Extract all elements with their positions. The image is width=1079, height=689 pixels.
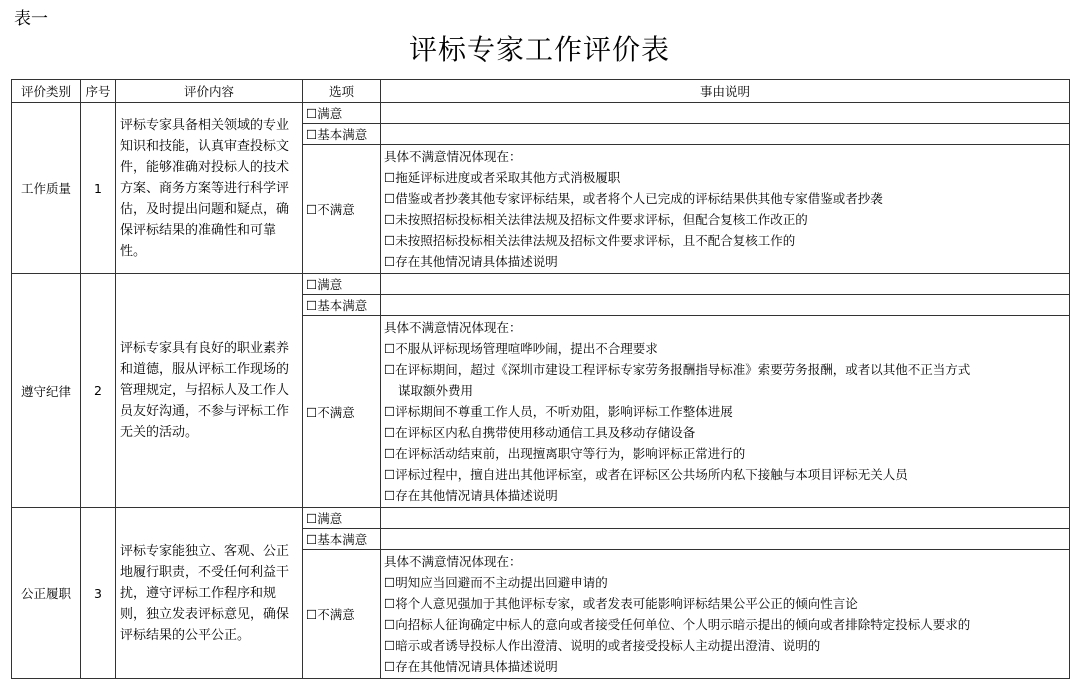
table-row	[12, 274, 1070, 295]
reason-item[interactable]: ☐在评标区内私自携带使用移动通信工具及移动存储设备	[384, 425, 696, 440]
number-cell: 2	[81, 274, 116, 508]
reason-cell	[381, 550, 1070, 679]
content-cell: 评标专家具有良好的职业素养和道德，服从评标工作现场的管理规定，与招标人及工作人员友好沟通，不参与评标工作无关的活动。	[116, 274, 303, 508]
page-title: 评标专家工作评价表	[408, 33, 670, 66]
header-option: 选项	[303, 80, 381, 103]
reason-item[interactable]: ☐未按照招标投标相关法律法规及招标文件要求评标，但配合复核工作改正的	[384, 212, 808, 227]
form-label: 表一	[14, 9, 48, 29]
option-satisfied[interactable]: ☐满意	[303, 103, 381, 124]
reason-item[interactable]: ☐未按照招标投标相关法律法规及招标文件要求评标，且不配合复核工作的	[384, 233, 796, 248]
reason-cell[interactable]	[381, 274, 1070, 295]
reason-item[interactable]: ☐将个人意见强加于其他评标专家，或者发表可能影响评标结果公平公正的倾向性言论	[384, 596, 858, 611]
number-cell: 3	[81, 508, 116, 679]
option-satisfied[interactable]: ☐满意	[303, 508, 381, 529]
option-satisfied[interactable]: ☐满意	[303, 274, 381, 295]
table-row	[12, 508, 1070, 529]
category-cell: 公正履职	[12, 508, 81, 679]
option-basically-satisfied[interactable]: ☐基本满意	[303, 124, 381, 145]
reason-item[interactable]: ☐明知应当回避而不主动提出回避申请的	[384, 575, 608, 590]
option-unsatisfied[interactable]: ☐不满意	[303, 316, 381, 508]
reason-cell	[381, 145, 1070, 274]
reason-cell[interactable]	[381, 124, 1070, 145]
reason-item-continuation: 谋取额外费用	[398, 383, 474, 398]
number-cell: 1	[81, 103, 116, 274]
option-unsatisfied[interactable]: ☐不满意	[303, 550, 381, 679]
header-explanation: 事由说明	[381, 80, 1070, 103]
header-category: 评价类别	[12, 80, 81, 103]
table-row	[12, 103, 1070, 124]
reason-item[interactable]: ☐存在其他情况请具体描述说明	[384, 488, 558, 503]
reason-item[interactable]: ☐在评标期间，超过《深圳市建设工程评标专家劳务报酬指导标准》索要劳务报酬，或者以其他不正当方式	[384, 362, 971, 377]
reason-cell[interactable]	[381, 508, 1070, 529]
reason-intro: 具体不满意情况体现在：	[384, 554, 522, 569]
reason-intro: 具体不满意情况体现在：	[384, 149, 522, 164]
header-number: 序号	[81, 80, 116, 103]
reason-cell[interactable]	[381, 103, 1070, 124]
content-cell: 评标专家能独立、客观、公正地履行职责，不受任何利益干扰，遵守评标工作程序和规则，独立发表评标意见，确保评标结果的公平公正。	[116, 508, 303, 679]
reason-item[interactable]: ☐向招标人征询确定中标人的意向或者接受任何单位、个人明示暗示提出的倾向或者排除特定投标人要求的	[384, 617, 971, 632]
reason-cell[interactable]	[381, 295, 1070, 316]
reason-item[interactable]: ☐借鉴或者抄袭其他专家评标结果，或者将个人已完成的评标结果供其他专家借鉴或者抄袭	[384, 191, 883, 206]
header-content: 评价内容	[116, 80, 303, 103]
reason-item[interactable]: ☐存在其他情况请具体描述说明	[384, 254, 558, 269]
evaluation-table	[11, 79, 1070, 679]
category-cell: 遵守纪律	[12, 274, 81, 508]
reason-item[interactable]: ☐评标期间不尊重工作人员，不听劝阻，影响评标工作整体进展	[384, 404, 733, 419]
reason-item[interactable]: ☐评标过程中，擅自进出其他评标室，或者在评标区公共场所内私下接触与本项目评标无关人员	[384, 467, 908, 482]
option-unsatisfied[interactable]: ☐不满意	[303, 145, 381, 274]
reason-intro: 具体不满意情况体现在：	[384, 320, 522, 335]
reason-item[interactable]: ☐存在其他情况请具体描述说明	[384, 659, 558, 674]
reason-item[interactable]: ☐在评标活动结束前，出现擅离职守等行为，影响评标正常进行的	[384, 446, 746, 461]
category-cell: 工作质量	[12, 103, 81, 274]
option-basically-satisfied[interactable]: ☐基本满意	[303, 529, 381, 550]
table-header-row	[12, 80, 1070, 103]
reason-cell[interactable]	[381, 529, 1070, 550]
content-cell: 评标专家具备相关领域的专业知识和技能，认真审查投标文件，能够准确对投标人的技术方案、商务方案等进行科学评估，及时提出问题和疑点，确保评标结果的准确性和可靠性。	[116, 103, 303, 274]
option-basically-satisfied[interactable]: ☐基本满意	[303, 295, 381, 316]
reason-item[interactable]: ☐拖延评标进度或者采取其他方式消极履职	[384, 170, 621, 185]
reason-item[interactable]: ☐暗示或者诱导投标人作出澄清、说明的或者接受投标人主动提出澄清、说明的	[384, 638, 821, 653]
reason-item[interactable]: ☐不服从评标现场管理喧哗吵闹，提出不合理要求	[384, 341, 658, 356]
reason-cell	[381, 316, 1070, 508]
